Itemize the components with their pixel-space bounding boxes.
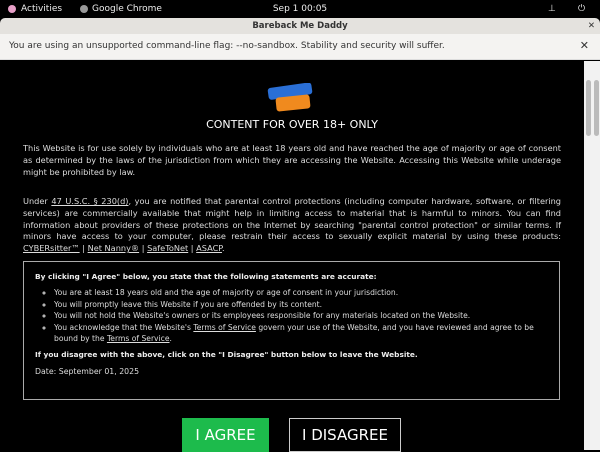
scrollbar-thumb-2[interactable] xyxy=(594,80,599,136)
parental-notice: Under 47 U.S.C. § 230(d), you are notified that parental control protections (including computer hardware, software, or filtering services) are commercially available that might help in limiting access to material that is harmful to minors. You can find information about providers of these protections on the Internet by searching "parental control protection" or similar terms. If minors have access to your computer, please restrain their access to sexually explicit material by using these products: CYBERsitter™ | Net Nanny® | SafeToNet | ASACP. xyxy=(23,196,562,254)
agreement-box xyxy=(23,261,560,400)
sep: | xyxy=(139,243,148,254)
network-icon[interactable]: ⊥ xyxy=(548,4,556,14)
tos-link-2[interactable]: Terms of Service xyxy=(106,334,170,343)
window-title: Bareback Me Daddy xyxy=(252,21,348,31)
activities-label: Activities xyxy=(21,4,63,14)
age-notice: This Website is for use solely by individuals who are at least 18 years old and have reached the age of majority or age of consent as determined by the laws of the jurisdiction from which they are accessing the Website. Accessing this Website while underage might be prohibited by law. xyxy=(23,143,561,177)
list-item: ◦ You are at least 18 years old and the age of majority or age of consent in your jurisdiction. xyxy=(54,287,548,299)
asacp-link[interactable]: ASACP xyxy=(196,243,222,254)
clock[interactable]: Sep 1 00:05 xyxy=(272,4,328,14)
chrome-icon xyxy=(80,5,88,13)
safetonet-link[interactable]: SafeToNet xyxy=(147,243,189,254)
usc-link[interactable]: 47 U.S.C. § 230(d) xyxy=(51,196,129,206)
agree-button[interactable]: I AGREE xyxy=(182,418,269,452)
close-infobar-icon[interactable]: ✕ xyxy=(579,39,589,52)
disagree-note: If you disagree with the above, click on the "I Disagree" button below to leave the Website. xyxy=(35,349,418,359)
page-heading: CONTENT FOR OVER 18+ ONLY xyxy=(206,118,378,131)
sep: | xyxy=(79,243,88,254)
scrollbar-thumb[interactable] xyxy=(586,80,591,136)
close-window-icon[interactable]: ✕ xyxy=(587,21,595,31)
date: Date: September 01, 2025 xyxy=(35,366,140,376)
text: , you are notified that parental control protections (including computer hardware, software, or filtering services) are commercially available that might help in limiting access to material that is harmful to minors. You can find information about providers of these protections on the Internet by searching "parental control protection" or similar terms. If minors have access to your computer, please restrain their access to sexually explicit material by using these products: xyxy=(23,196,562,242)
system-topbar xyxy=(0,0,600,18)
netnanny-link[interactable]: Net Nanny® xyxy=(87,243,140,254)
infobar-message: You are using an unsupported command-line flag: --no-sandbox. Stability and security will suffer. xyxy=(9,41,445,51)
power-icon[interactable]: ⏻ xyxy=(578,4,586,14)
activities-button[interactable] xyxy=(8,4,62,14)
agreement-intro: By clicking "I Agree" below, you state that the following statements are accurate: xyxy=(35,272,377,281)
text: . xyxy=(169,334,172,343)
text: Under xyxy=(23,196,52,206)
list-item: ◦ You will promptly leave this Website if you are offended by its content. xyxy=(54,299,548,311)
cybersitter-link[interactable]: CYBERsitter™ xyxy=(23,243,80,254)
text: You acknowledge that the Website's xyxy=(54,322,194,332)
app-menu[interactable] xyxy=(80,4,162,14)
app-label: Google Chrome xyxy=(92,4,162,14)
list-item: ◦ You will not hold the Website's owners or its employees responsible for any materials located on the Website. xyxy=(54,310,548,322)
statement-list xyxy=(35,287,548,345)
text: govern your use of the Website, and you have reviewed and agree to be bound by the xyxy=(54,322,534,343)
window-titlebar xyxy=(0,18,600,34)
infobar xyxy=(0,34,600,60)
sep: | xyxy=(188,243,197,254)
tos-link[interactable]: Terms of Service xyxy=(193,322,256,332)
activities-icon xyxy=(8,5,16,13)
site-logo xyxy=(266,83,316,113)
disagree-button[interactable]: I DISAGREE xyxy=(289,418,401,452)
list-item xyxy=(54,322,548,345)
age-gate-page xyxy=(0,61,584,450)
